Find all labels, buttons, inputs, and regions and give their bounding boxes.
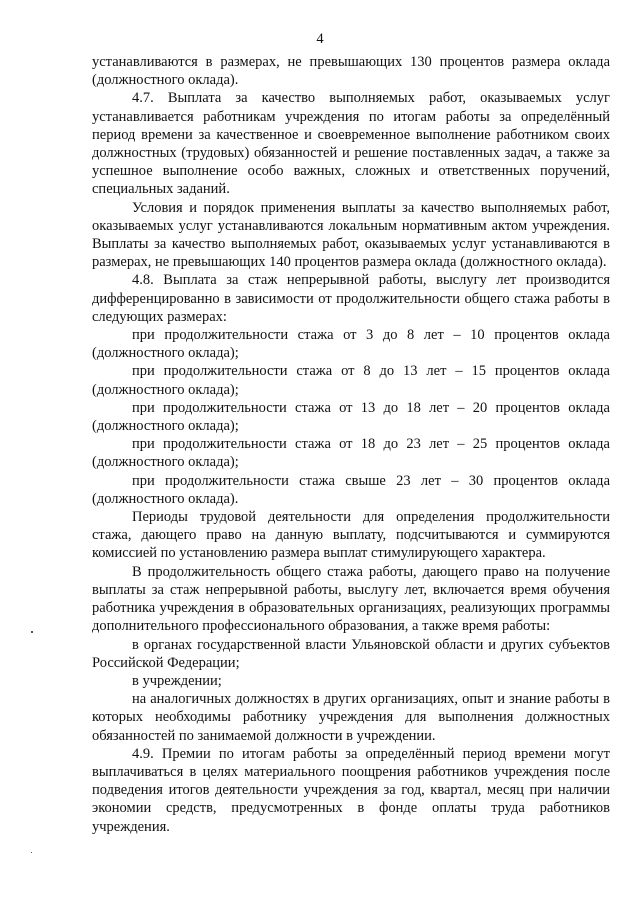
list-item-state-authorities: в органах государственной власти Ульяновской области и других субъектов Российской Федерации; bbox=[92, 636, 610, 671]
document-body bbox=[92, 53, 610, 836]
paragraph-4-7-conditions: Условия и порядок применения выплаты за качество выполняемых работ, оказываемых услуг устанавливаются локальным нормативным актом учреждения. Выплаты за качество выполняемых работ, оказываемых услуг устанавливаются в размерах, не превышающих 140 процентов размера оклада (должностного оклада). bbox=[92, 199, 610, 271]
list-item-seniority-3-8: при продолжительности стажа от 3 до 8 лет – 10 процентов оклада (должностного оклада); bbox=[92, 327, 610, 362]
paragraph-periods-of-work: Периоды трудовой деятельности для определения продолжительности стажа, дающего право на данную выплату, подсчитываются и суммируются комиссией по установлению размера выплат стимулирующего характера. bbox=[92, 509, 610, 562]
list-item-seniority-over-23: при продолжительности стажа свыше 23 лет – 30 процентов оклада (должностного оклада). bbox=[92, 472, 610, 507]
scan-speck bbox=[31, 852, 32, 853]
list-item-seniority-13-18: при продолжительности стажа от 13 до 18 лет – 20 процентов оклада (должностного оклада); bbox=[92, 399, 610, 435]
scan-speck bbox=[31, 631, 33, 633]
page-number: 4 bbox=[316, 31, 324, 47]
list-item-seniority-8-13: при продолжительности стажа от 8 до 13 лет – 15 процентов оклада (должностного оклада); bbox=[92, 363, 610, 398]
list-item-seniority-18-23: при продолжительности стажа от 18 до 23 лет – 25 процентов оклада (должностного оклада); bbox=[92, 436, 610, 471]
list-item-in-institution: в учреждении; bbox=[132, 672, 222, 689]
paragraph-4-7: 4.7. Выплата за качество выполняемых работ, оказываемых услуг устанавливается работникам учреждения по итогам работы за определённый период времени за качественное и своевременное выполнение работником своих должностных (трудовых) обязанностей и решение поставленных задач, а также за успешное выполнение особо важных, сложных и ответственных поручений, специальных заданий. bbox=[92, 90, 610, 198]
paragraph-4-9: 4.9. Премии по итогам работы за определённый период времени могут выплачиваться в целях материального поощрения работников учреждения после подведения итогов деятельности учреждения за год, квартал, месяц при наличии экономии средств, предусмотренных в фонде оплаты труда работников учреждения. bbox=[92, 745, 610, 835]
paragraph-total-seniority: В продолжительность общего стажа работы, дающего право на получение выплаты за стаж непрерывной работы, выслугу лет, включается время обучения работника учреждения в образовательных организациях, реализующих программы дополнительного профессионального образования, а также время работы: bbox=[92, 563, 610, 635]
paragraph-continuation-4-6: устанавливаются в размерах, не превышающих 130 процентов размера оклада (должностного оклада). bbox=[92, 54, 610, 89]
list-item-similar-positions: на аналогичных должностях в других организациях, опыт и знание работы в которых необходимы работнику учреждения для выполнения должностных обязанностей по занимаемой должности в учреждении. bbox=[92, 691, 610, 744]
paragraph-4-8: 4.8. Выплата за стаж непрерывной работы, выслугу лет производится дифференцированно в зависимости от продолжительности общего стажа работы в следующих размерах: bbox=[92, 272, 610, 325]
